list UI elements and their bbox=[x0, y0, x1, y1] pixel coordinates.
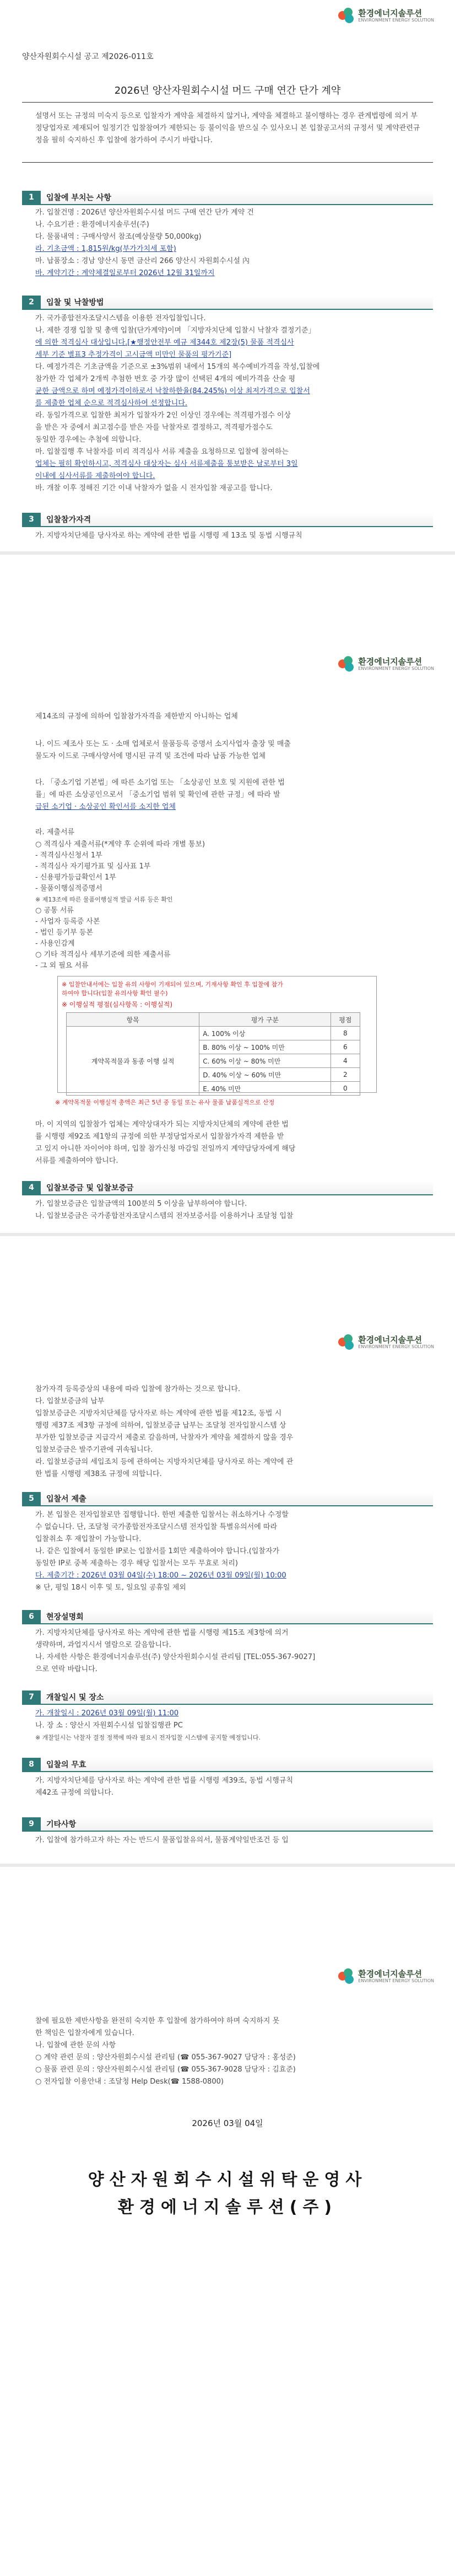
s3-line: 가. 지방자치단체를 당사자로 하는 계약에 관한 법률 시행령 제 13조 및 동법 시행규칙 bbox=[35, 532, 302, 540]
p2-line: 제14조의 규정에 의하여 입찰참가자격을 제한받지 아니하는 업체 bbox=[35, 712, 238, 721]
s1-line: 바. 계약기간 : 계약체결일로부터 2026년 12월 31일까지 bbox=[35, 269, 215, 277]
rate-row-head: 계약목적물과 동종 이행 실적 bbox=[67, 1027, 199, 1096]
s6-line: 으로 연락 바랍니다. bbox=[35, 1665, 98, 1673]
p2-line: 물도자 이드로 구매사양서에 명시된 규격 및 조건에 따라 납품 가능한 업체 bbox=[35, 752, 266, 760]
section-number: 5 bbox=[22, 1492, 41, 1505]
company-logo bbox=[338, 656, 434, 673]
p2-line: - 적격심사신청서 1부 bbox=[35, 851, 102, 860]
s2-line: 라. 동일가격으로 입찰한 최저가 입찰자가 2인 이상인 경우에는 적격평가점수 이상 bbox=[35, 411, 291, 420]
s7-line: 가. 개찰일시 : 2026년 03월 09일(월) 11:00 bbox=[35, 1709, 179, 1718]
s2-line: 바. 개찰 이후 정해진 기간 이내 낙찰자가 없을 시 전자입찰 재공고를 합니다. bbox=[35, 484, 273, 492]
rate-grade: C. 60% 이상 ~ 80% 미만 bbox=[199, 1054, 331, 1068]
s2-line: 다. 예정가격은 기초금액을 기준으로 ±3%범위 내에서 15개의 복수예비가격을 작성,입찰에 bbox=[35, 363, 320, 371]
s1-line: 마. 납품장소 : 경남 양산시 동면 금산리 266 양산시 자원회수시설 內 bbox=[35, 257, 250, 265]
section-header-3 bbox=[22, 513, 433, 527]
logo-subtitle: ENVIRONMENT ENERGY SOLUTION bbox=[358, 17, 434, 23]
section-header-8 bbox=[22, 1758, 433, 1772]
p4-line: 찰에 필요한 제반사항을 완전히 숙지한 후 입찰에 참가하여야 하며 숙지하지 못 bbox=[35, 2017, 280, 2025]
rate-header: 평가 구분 bbox=[199, 1013, 331, 1027]
s1-line: 가. 입찰건명 : 2026년 양산자원회수시설 머드 구매 연간 단가 계약 건 bbox=[35, 208, 254, 217]
company-logo bbox=[338, 1334, 434, 1351]
rate-score: 8 bbox=[331, 1027, 360, 1040]
rate-grade: D. 40% 이상 ~ 60% 미만 bbox=[199, 1068, 331, 1082]
s2-line: 세부 기준 별표3 추정가격이 고시금액 미만인 물품의 평가기준] bbox=[35, 351, 232, 359]
p2-line: 률」에 따른 소상공인으로서 「중소기업 범위 및 확인에 관한 규정」에 따라 발 bbox=[35, 791, 280, 799]
s2-line: 균한 금액으로 하며 예정가격이하로서 낙찰하한율(84.245%) 이상 최저가격으로 입찰서 bbox=[35, 387, 310, 395]
divider bbox=[22, 162, 433, 163]
p3-line: 부가한 입찰보증금 지급각서 제출로 갈음하며, 낙찰자가 계약을 체결하지 않을 경우 bbox=[35, 1434, 294, 1442]
section-title: 입찰보증금 및 입찰보증금 bbox=[46, 1184, 134, 1193]
section-title: 입찰 및 낙찰방법 bbox=[46, 298, 104, 307]
p2-line: - 법인 등기부 등본 bbox=[35, 929, 93, 937]
logo-name: 환경에너지솔루션 bbox=[358, 1969, 422, 1979]
rate-header: 항목 bbox=[67, 1013, 199, 1027]
company-logo bbox=[338, 8, 434, 24]
p2-line: ※ 제13조에 따른 물품이행실적 발급 서류 등은 확인 bbox=[35, 896, 173, 903]
page-break bbox=[0, 1864, 455, 1867]
s2-line: 가. 국가종합전자조달시스템을 이용한 전자입찰입니다. bbox=[35, 314, 206, 323]
rate-score: 2 bbox=[331, 1068, 360, 1082]
page-break bbox=[0, 551, 455, 555]
section-number: 6 bbox=[22, 1610, 41, 1623]
rate-score: 6 bbox=[331, 1040, 360, 1054]
rate-score: 0 bbox=[331, 1082, 360, 1096]
s5-line: 가. 본 입찰은 전자입찰로만 집행합니다. 한번 제출한 입찰서는 취소하거나 수정할 bbox=[35, 1511, 289, 1519]
s4-line: 나. 입찰보증금은 국가종합전자조달시스템의 전자보증서를 이용하거나 조달청 입찰 bbox=[35, 1212, 294, 1220]
s6-line: 가. 지방자치단체를 당사자로 하는 계약에 관한 법률 시행령 제15조 제3항에 의거 bbox=[35, 1629, 289, 1637]
s2-line: 나. 제한 경쟁 입찰 및 총액 입찰(단가계약)이며 「지방자치단체 입찰시 낙찰자 결정기준」 bbox=[35, 326, 316, 335]
section-title: 입찰서 제출 bbox=[46, 1495, 86, 1504]
s9-line: 가. 입찰에 참가하고자 하는 자는 반드시 물품입찰유의서, 물품계약일반조건 등 입 bbox=[35, 1836, 289, 1844]
p3-line: 다. 입찰보증금의 납부 bbox=[35, 1397, 105, 1405]
section-title: 현장설명회 bbox=[46, 1613, 84, 1622]
section-header-4 bbox=[22, 1181, 433, 1195]
p2-line: 서류를 제출하여야 합니다. bbox=[35, 1157, 118, 1165]
p2-line: - 사용인감계 bbox=[35, 940, 75, 948]
logo-mark-icon bbox=[338, 8, 355, 24]
rating-table bbox=[66, 1012, 360, 1096]
p2-line: - 사업자 등록증 사본 bbox=[35, 917, 100, 926]
logo-mark-icon bbox=[338, 1968, 355, 1985]
section-number: 2 bbox=[22, 296, 41, 309]
p2-line: 고 있지 아니한 자이어야 하며, 입찰 참가신청 마감일 전일까지 계약담당자에게 해당 bbox=[35, 1145, 296, 1153]
s2-line: 이내에 심사서류를 제출하여야 합니다. bbox=[35, 472, 155, 480]
p2-line: 급된 소기업 · 소상공인 확인서를 소지한 업체 bbox=[35, 803, 176, 811]
section-number: 1 bbox=[22, 191, 41, 204]
rate-header: 평점 bbox=[331, 1013, 360, 1027]
p2-line: ○ 공통 서류 bbox=[35, 906, 74, 915]
notice-number: 양산자원회수시설 공고 제2026-011호 bbox=[22, 52, 154, 61]
p4-line: ○ 전자입찰 이용안내 : 조달청 Help Desk(☎ 1588-0800) bbox=[35, 2078, 224, 2086]
s8-line: 가. 지방자치단체를 당사자로 하는 계약에 관한 법률 시행령 제39조, 동법 시행규칙 bbox=[35, 1777, 293, 1785]
s1-line: 라. 기초금액 : 1,815원/kg(부가가치세 포함) bbox=[35, 245, 176, 253]
divider bbox=[22, 102, 433, 103]
red-note: ※ 입찰안내서에는 입찰 유의 사항이 기재되어 있으며, 기재사항 확인 후 입찰에 참가 bbox=[62, 981, 283, 988]
s7-line: 나. 장 소 : 양산시 자원회수시설 입찰집행관 PC bbox=[35, 1721, 183, 1730]
p3-line: 한 법률 시행령 제38조 규정에 의합니다. bbox=[35, 1470, 162, 1478]
logo-subtitle: ENVIRONMENT ENERGY SOLUTION bbox=[358, 1344, 434, 1349]
section-header-5 bbox=[22, 1492, 433, 1506]
logo-subtitle: ENVIRONMENT ENERGY SOLUTION bbox=[358, 1978, 434, 1983]
section-number: 7 bbox=[22, 1690, 41, 1704]
s5-line: 수 없습니다. 단, 조달청 국가종합전자조달시스템 전자입찰 특별유의서에 따라 bbox=[35, 1523, 278, 1531]
section-header-9 bbox=[22, 1817, 433, 1832]
page-title: 2026년 양산자원회수시설 머드 구매 연간 단가 계약 bbox=[114, 85, 341, 96]
page-break bbox=[0, 1233, 455, 1236]
s1-line: 다. 물품내역 : 구매사양서 참조(예상물량 50,000kg) bbox=[35, 233, 202, 241]
s1-line: 나. 수요기관 : 환경에너지솔루션(주) bbox=[35, 221, 149, 229]
section-header-7 bbox=[22, 1690, 433, 1705]
section-number: 4 bbox=[22, 1181, 41, 1194]
s4-line: 가. 입찰보증금은 입찰금액의 100분의 5 이상을 납부하여야 합니다. bbox=[35, 1200, 247, 1208]
p2-line: 마. 이 지역의 입찰참가 업체는 계약상대자가 되는 지방자치단체의 계약에 관한 법 bbox=[35, 1120, 289, 1129]
rate-grade: A. 100% 이상 bbox=[199, 1027, 331, 1040]
p4-line: ○ 물품 관련 문의 : 양산자원회수시설 관리팀 (☎ 055-367-9028 담당자 : 김효준) bbox=[35, 2065, 296, 2074]
p2-line: - 적격심사 자기평가표 및 심사표 1부 bbox=[35, 862, 151, 871]
p2-line: 다. 「중소기업 기본법」에 따른 소기업 또는 「소상공인 보호 및 지원에 관한 법 bbox=[35, 779, 285, 787]
s2-line: 마. 입찰집행 후 낙찰자를 미리 적격심사 서류 제출을 요청하므로 입찰에 참여하는 bbox=[35, 448, 289, 456]
s8-line: 제42조 규정에 의합니다. bbox=[35, 1789, 113, 1797]
section-header-2 bbox=[22, 296, 433, 310]
s5-line: ※ 단, 평일 18시 이후 및 토, 일요일 공휴일 제외 bbox=[35, 1584, 186, 1592]
rate-table-title: ※ 이행실적 평점(심사항목 : 이행실적) bbox=[62, 1001, 173, 1008]
s6-line: 생략하며, 과업지시서 열람으로 갈음합니다. bbox=[35, 1641, 171, 1649]
intro-paragraph: 설명서 또는 규정의 미숙지 등으로 입찰자가 계약을 체결하지 않거나, 계약을 체결하고 불이행하는 경우 관계법령에 의거 부정당업자로 제재되어 일정기간 입찰참여가 제한되는 등 불이익을 받으실 수 있사오니 본 입찰공고서의 규정서 및 계약관련규정을 필히 숙지하신 후 입찰에 참가하여 주시기 바랍니다. bbox=[35, 112, 420, 144]
p2-line: - 물품이행실적증명서 bbox=[35, 884, 102, 893]
section-title: 입찰에 부치는 사항 bbox=[46, 194, 111, 202]
p2-line: 률 시행령 제92조 제1항의 규정에 의한 부정당업자로서 입찰참가자격 제한을 받 bbox=[35, 1133, 284, 1141]
s5-line: 나. 같은 입찰에서 동일한 IP로는 입찰서를 1회만 제출하여야 합니다.(입찰자가 bbox=[35, 1547, 280, 1555]
p3-line: 참가자격 등록증상의 내용에 따라 입찰에 참가하는 것으로 합니다. bbox=[35, 1385, 241, 1393]
s6-line: 나. 자세한 사항은 환경에너지솔루션(주) 양산자원회수시설 관리팀 [TEL:055-367-9027] bbox=[35, 1653, 316, 1661]
rate-footnote: ※ 계약목적물 이행실적 총액은 최근 5년 중 동일 또는 유사 물품 납품실적으로 산정 bbox=[55, 1099, 275, 1106]
p4-line: 나. 입찰에 관한 문의 사항 bbox=[35, 2041, 116, 2049]
p3-line: 행령 제37조 제3항 규정에 의하여, 입찰보증금 납부는 조달청 전자입찰시스템 상 bbox=[35, 1421, 286, 1430]
rate-score: 4 bbox=[331, 1054, 360, 1068]
p2-line: 나. 이드 제조사 또는 도 · 소매 업체로서 물품등록 증명서 소지사업자 출장 및 매출 bbox=[35, 740, 291, 748]
red-note: 하여야 합니다(입찰 유의사항 확인 필수) bbox=[62, 990, 168, 997]
notice-date: 2026년 03월 04일 bbox=[192, 2118, 263, 2128]
section-header-6 bbox=[22, 1610, 433, 1624]
logo-subtitle: ENVIRONMENT ENERGY SOLUTION bbox=[358, 666, 434, 671]
p2-line: ○ 기타 적격심사 세부기준에 의한 제출서류 bbox=[35, 951, 171, 959]
p3-line: 입찰보증금은 지방자치단체를 당사자로 하는 계약에 관한 법률 제12조, 동법 시 bbox=[35, 1409, 282, 1418]
s2-line: 업체는 필히 확인하시고, 적격심사 대상자는 심사 서류제출을 통보받은 날로부터 3일 bbox=[35, 460, 298, 468]
issuer-line-1: 양산자원회수시설위탁운영사 bbox=[88, 2170, 367, 2189]
p4-line: 한 책임은 입찰자에게 있습니다. bbox=[35, 2029, 134, 2037]
section-title: 입찰의 무효 bbox=[46, 1761, 86, 1769]
p3-line: 입찰보증금은 발주기관에 귀속됩니다. bbox=[35, 1446, 153, 1454]
section-title: 개찰일시 및 장소 bbox=[46, 1693, 104, 1702]
s7-line: ※ 개찰일시는 낙찰자 결정 정책에 따라 필요시 전자입찰 시스템에 공지할 예정입니다. bbox=[35, 1734, 261, 1741]
rate-grade: B. 80% 이상 ~ 100% 미만 bbox=[199, 1040, 331, 1054]
s2-line: 을 받은 자 중에서 최고점수를 받은 자를 낙찰자로 결정하고, 적격평가점수도 bbox=[35, 423, 273, 432]
section-number: 3 bbox=[22, 513, 41, 526]
s2-line: 를 제출한 업체 순으로 적격심사하여 선정합니다. bbox=[35, 399, 187, 407]
p4-line: ○ 계약 관련 문의 : 양산자원회수시설 관리팀 (☎ 055-367-9027 담당자 : 홍성준) bbox=[35, 2053, 296, 2062]
logo-name: 환경에너지솔루션 bbox=[358, 657, 422, 667]
p2-line: - 그 외 필요 서류 bbox=[35, 962, 89, 970]
logo-mark-icon bbox=[338, 656, 355, 673]
logo-name: 환경에너지솔루션 bbox=[358, 1335, 422, 1345]
s2-line: 에 의한 적격심사 대상입니다.[★행정안전부 예규 제344호 제2장(5) 물품 적격심사 bbox=[35, 339, 294, 347]
s2-line: 참가한 각 업체가 2개씩 추첨한 번호 중 가장 많이 선택된 4개의 예비가격을 산술 평 bbox=[35, 375, 296, 383]
company-logo bbox=[338, 1968, 434, 1985]
section-title: 입찰참가자격 bbox=[46, 516, 91, 524]
p3-line: 라. 입찰보증금의 세입조치 등에 관하여는 지방자치단체를 당사자로 하는 계약에 관 bbox=[35, 1458, 294, 1466]
section-number: 8 bbox=[22, 1758, 41, 1771]
p2-line: ○ 적격심사 제출서류(*계약 후 순위에 따라 개별 통보) bbox=[35, 840, 205, 849]
s2-line: 동일한 경우에는 추첨에 의합니다. bbox=[35, 436, 142, 444]
logo-name: 환경에너지솔루션 bbox=[358, 8, 422, 19]
rate-grade: E. 40% 미만 bbox=[199, 1082, 331, 1096]
section-number: 9 bbox=[22, 1817, 41, 1831]
section-header-1 bbox=[22, 191, 433, 205]
section-title: 기타사항 bbox=[46, 1820, 77, 1829]
logo-mark-icon bbox=[338, 1334, 355, 1351]
issuer-line-2: 환경에너지솔루션(주) bbox=[117, 2198, 338, 2217]
s5-line: 입찰취소 후 재입찰이 가능합니다. bbox=[35, 1535, 142, 1543]
p2-line: - 신용평가등급확인서 1부 bbox=[35, 873, 116, 882]
s5-line: 다. 제출기간 : 2026년 03월 04일(수) 18:00 ~ 2026년 03월 09일(월) 10:00 bbox=[35, 1571, 286, 1580]
s5-line: 동일한 IP로 중복 제출하는 경우 해당 입찰서는 모두 무효로 처리) bbox=[35, 1559, 238, 1568]
p2-line: 라. 제출서류 bbox=[35, 828, 75, 836]
